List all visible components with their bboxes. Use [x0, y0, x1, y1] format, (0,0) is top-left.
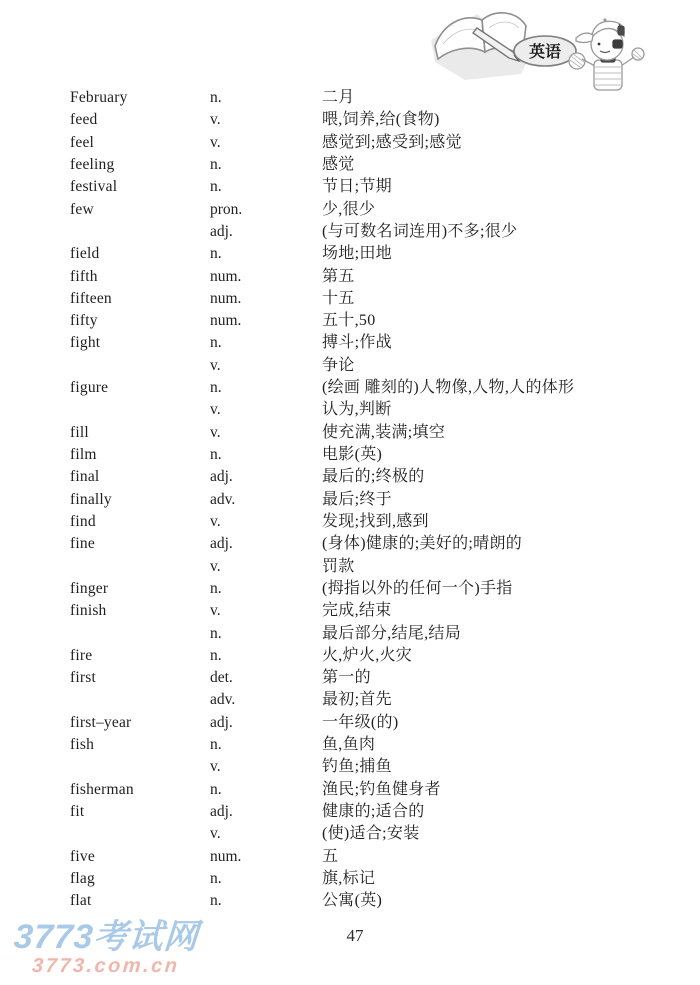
word-cell: fight: [70, 334, 101, 352]
table-row: [70, 422, 670, 444]
word-cell: finally: [70, 490, 112, 508]
word-cell: fish: [70, 736, 95, 754]
watermark-site-name: 3773考试网: [12, 918, 200, 956]
table-row: [70, 176, 670, 198]
table-row: [70, 689, 670, 711]
pos-cell: det.: [210, 669, 233, 687]
word-cell: finger: [70, 579, 109, 597]
word-cell: first: [70, 669, 96, 687]
word-cell: film: [70, 446, 97, 463]
pos-cell: adj.: [210, 222, 233, 240]
meaning-cell: 渔民;钓鱼健身者: [322, 780, 441, 798]
word-cell: flat: [70, 892, 92, 910]
table-row: [70, 600, 670, 622]
pos-cell: n.: [210, 379, 222, 397]
meaning-cell: 场地;田地: [322, 245, 392, 263]
word-cell: fill: [70, 423, 89, 441]
meaning-cell: (与可数名词连用)不多;很少: [322, 222, 518, 240]
header-illustration: [425, 0, 680, 95]
table-row: [70, 667, 670, 689]
word-cell: fine: [70, 535, 95, 553]
cartoon-boy-icon: [569, 18, 644, 90]
table-row: [70, 109, 670, 131]
meaning-cell: 鱼,鱼肉: [322, 736, 376, 754]
pos-cell: v.: [210, 825, 221, 843]
word-cell: [70, 399, 210, 421]
subject-badge: [514, 36, 576, 66]
pos-cell: v.: [210, 512, 221, 530]
vocab-table: [70, 87, 670, 913]
word-cell: [70, 689, 210, 711]
meaning-cell: 少,很少: [322, 200, 376, 218]
pos-cell: adj.: [210, 535, 233, 553]
table-row: [70, 533, 670, 555]
table-row: [70, 623, 670, 645]
meaning-cell: 发现;找到,感到: [322, 512, 429, 530]
meaning-cell: 旗,标记: [322, 869, 376, 887]
word-cell: [70, 823, 210, 845]
meaning-cell: 五十,50: [322, 312, 376, 330]
pos-cell: n.: [210, 736, 222, 754]
pos-cell: num.: [210, 312, 242, 330]
pos-cell: num.: [210, 267, 242, 285]
table-row: [70, 801, 670, 823]
pos-cell: n.: [210, 780, 222, 798]
table-row: [70, 489, 670, 511]
pos-cell: n.: [210, 892, 222, 910]
pos-cell: v.: [210, 557, 221, 575]
meaning-cell: 感觉: [322, 155, 355, 173]
word-cell: February: [70, 89, 128, 106]
pos-cell: adv.: [210, 490, 236, 508]
meaning-cell: 节日;节期: [322, 178, 392, 196]
word-cell: feeling: [70, 155, 115, 173]
pos-cell: n.: [210, 334, 222, 352]
word-cell: [70, 221, 210, 243]
pos-cell: n.: [210, 869, 222, 887]
meaning-cell: 喂,饲养,给(食物): [322, 111, 440, 129]
page-number: 47: [346, 926, 364, 945]
table-row: [70, 779, 670, 801]
word-cell: figure: [70, 379, 109, 397]
pos-cell: num.: [210, 289, 242, 307]
meaning-cell: (使)适合;安装: [322, 825, 420, 843]
meaning-cell: 感觉到;感受到;感觉: [322, 133, 462, 151]
word-cell: fit: [70, 803, 85, 820]
word-cell: festival: [70, 178, 118, 196]
meaning-cell: (绘画 雕刻的)人物像,人物,人的体形: [322, 379, 575, 397]
table-row: [70, 890, 670, 912]
table-row: [70, 132, 670, 154]
table-row: [70, 511, 670, 533]
table-row: [70, 377, 670, 399]
word-cell: first–year: [70, 713, 132, 731]
word-cell: flag: [70, 869, 95, 887]
table-row: [70, 87, 670, 109]
table-row: [70, 756, 670, 778]
table-row: [70, 578, 670, 600]
meaning-cell: 健康的;适合的: [322, 803, 425, 820]
meaning-cell: 完成,结束: [322, 602, 392, 620]
meaning-cell: 火,炉火,火灾: [322, 646, 413, 664]
pos-cell: adj.: [210, 713, 233, 731]
word-cell: [70, 556, 210, 578]
table-row: [70, 734, 670, 756]
table-row: [70, 332, 670, 354]
meaning-cell: 搏斗;作战: [322, 334, 392, 352]
pos-cell: n.: [210, 178, 222, 196]
table-row: [70, 310, 670, 332]
pos-cell: v.: [210, 401, 221, 419]
pos-cell: n.: [210, 624, 222, 642]
meaning-cell: 罚款: [322, 557, 355, 575]
word-cell: final: [70, 468, 100, 486]
meaning-cell: 争论: [322, 356, 355, 374]
table-row: [70, 712, 670, 734]
table-row: [70, 399, 670, 421]
pos-cell: n.: [210, 579, 222, 597]
word-cell: [70, 623, 210, 645]
table-row: [70, 466, 670, 488]
word-cell: fifteen: [70, 289, 112, 307]
word-cell: feed: [70, 111, 98, 129]
meaning-cell: 最后;终于: [322, 490, 392, 508]
pos-cell: n.: [210, 646, 222, 664]
meaning-cell: 公寓(英): [322, 892, 383, 910]
meaning-cell: 使充满,装满;填空: [322, 423, 446, 441]
meaning-cell: 二月: [322, 89, 355, 106]
meaning-cell: 电影(英): [322, 446, 383, 463]
word-cell: field: [70, 245, 100, 263]
table-row: [70, 645, 670, 667]
table-row: [70, 868, 670, 890]
word-cell: [70, 756, 210, 778]
word-cell: feel: [70, 133, 95, 151]
pos-cell: adj.: [210, 803, 233, 820]
pos-cell: v.: [210, 423, 221, 441]
pos-cell: adv.: [210, 691, 236, 709]
word-cell: fifth: [70, 267, 98, 285]
pos-cell: n.: [210, 245, 222, 263]
meaning-cell: 第一的: [322, 669, 371, 687]
pos-cell: v.: [210, 133, 221, 151]
table-row: [70, 199, 670, 221]
pos-cell: pron.: [210, 200, 243, 218]
table-row: [70, 846, 670, 868]
meaning-cell: 最后部分,结尾,结局: [322, 624, 462, 642]
pos-cell: v.: [210, 758, 221, 776]
pos-cell: num.: [210, 847, 242, 865]
meaning-cell: (拇指以外的任何一个)手指: [322, 579, 513, 597]
subject-badge-label: 英语: [528, 44, 562, 61]
meaning-cell: 十五: [322, 289, 355, 307]
meaning-cell: 最后的;终极的: [322, 468, 425, 486]
meaning-cell: 最初;首先: [322, 691, 392, 709]
meaning-cell: 五: [322, 847, 339, 865]
watermark-site-url: 3773.com.cn: [31, 955, 181, 977]
table-row: [70, 823, 670, 845]
meaning-cell: (身体)健康的;美好的;晴朗的: [322, 535, 523, 553]
word-cell: few: [70, 200, 94, 218]
table-row: [70, 444, 670, 466]
word-cell: find: [70, 512, 96, 530]
table-row: [70, 243, 670, 265]
meaning-cell: 一年级(的): [322, 713, 399, 731]
word-cell: five: [70, 847, 95, 865]
meaning-cell: 钓鱼;捕鱼: [322, 758, 392, 776]
word-cell: fisherman: [70, 780, 134, 798]
pos-cell: adj.: [210, 468, 233, 486]
word-cell: fire: [70, 646, 93, 664]
pos-cell: v.: [210, 356, 221, 374]
word-cell: fifty: [70, 312, 98, 330]
table-row: [70, 266, 670, 288]
table-row: [70, 221, 670, 243]
meaning-cell: 第五: [322, 267, 355, 285]
table-row: [70, 288, 670, 310]
pos-cell: v.: [210, 111, 221, 129]
pos-cell: n.: [210, 155, 222, 173]
pos-cell: v.: [210, 602, 221, 620]
table-row: [70, 355, 670, 377]
pos-cell: n.: [210, 446, 222, 463]
word-cell: [70, 355, 210, 377]
table-row: [70, 154, 670, 176]
word-cell: finish: [70, 602, 107, 620]
meaning-cell: 认为,判断: [322, 401, 392, 419]
table-row: [70, 556, 670, 578]
pos-cell: n.: [210, 89, 222, 106]
